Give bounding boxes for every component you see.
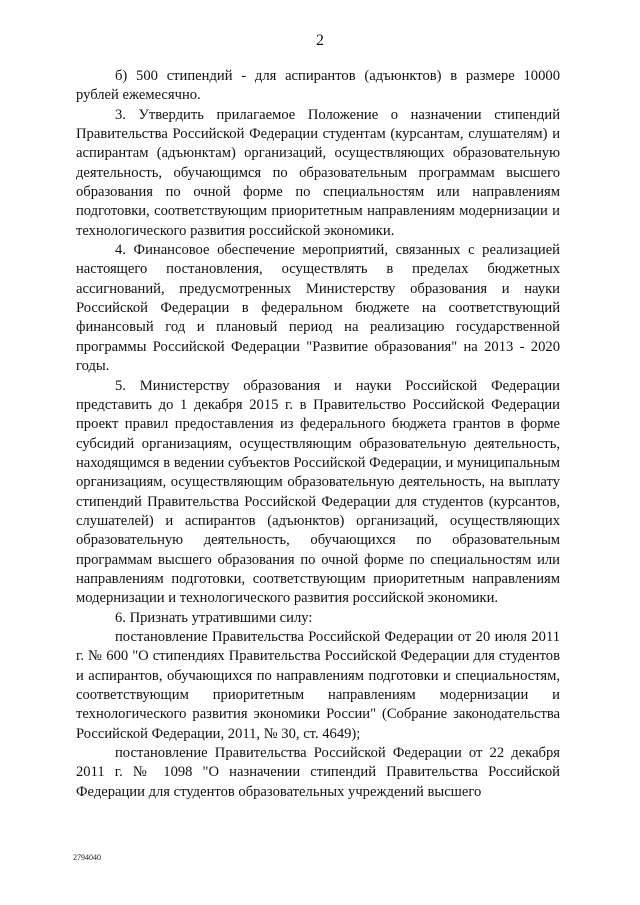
paragraph-approve-regulation: 3. Утвердить прилагаемое Положение о назначении стипендий Правительства Российской Федерации студентам (курсантам, слушателям) и аспирантам (адъюнктам) организаций, осуществляющих образовательную деятельность, обучающимся по образовательным программам высшего образования по очной форме по специальностям или направлениям подготовки, соответствующим приоритетным направлениям модернизации и технологического развития российской экономики. — [76, 106, 560, 239]
paragraph-ministry-instruction: 5. Министерству образования и науки Российской Федерации представить до 1 декабря 2015 г. в Правительство Российской Федерации проект правил предоставления из федерального бюджета грантов в форме субсидий организациям, осуществляющим образовательную деятельность, находящимся в ведении субъектов Российской Федерации, и муниципальным организациям, осуществляющим образовательную деятельность, на выплату стипендий Правительства Российской Федерации для студентов (курсантов, слушателей) и аспирантов (адъюнктов) организаций, осуществляющих образовательную деятельность, обучающихся по образовательным программам высшего образования по очной форме по специальностям или направлениям подготовки, соответствующим приоритетным направлениям модернизации и технологического развития российской экономики. — [76, 377, 560, 607]
paragraph-stipends-postgrad: б) 500 стипендий - для аспирантов (адъюнктов) в размере 10000 рублей ежемесячно. — [76, 68, 560, 104]
paragraph-repeal-heading: 6. Признать утратившими силу: — [115, 609, 313, 626]
paragraph-repeal-item-2: постановление Правительства Российской Федерации от 22 декабря 2011 г. № 1098 "О назначении стипендий Правительства Российской Федерации для студентов образовательных учреждений высшего — [76, 745, 560, 800]
paragraph-financing: 4. Финансовое обеспечение мероприятий, связанных с реализацией настоящего постановления, осуществлять в пределах бюджетных ассигнований, предусмотренных Министерству образования и науки Российской Федерации в федеральном бюджете на соответствующий финансовый год и плановый период на реализацию государственной программы Российской Федерации "Развитие образования" на 2013 - 2020 годы. — [76, 242, 560, 375]
paragraph-repeal-item-1: постановление Правительства Российской Федерации от 20 июля 2011 г. № 600 "О стипендиях Правительства Российской Федерации для студентов и аспирантов, обучающихся по направлениям подготовки и специальностям, соответствующим приоритетным направлениям модернизации и технологического развития экономики России" (Собрание законодательства Российской Федерации, 2011, № 30, ст. 4649); — [76, 628, 560, 742]
margin-mark: · — [7, 92, 9, 98]
page-number: 2 — [316, 32, 324, 49]
document-code: 2794040 — [73, 853, 101, 862]
document-body — [76, 67, 560, 802]
